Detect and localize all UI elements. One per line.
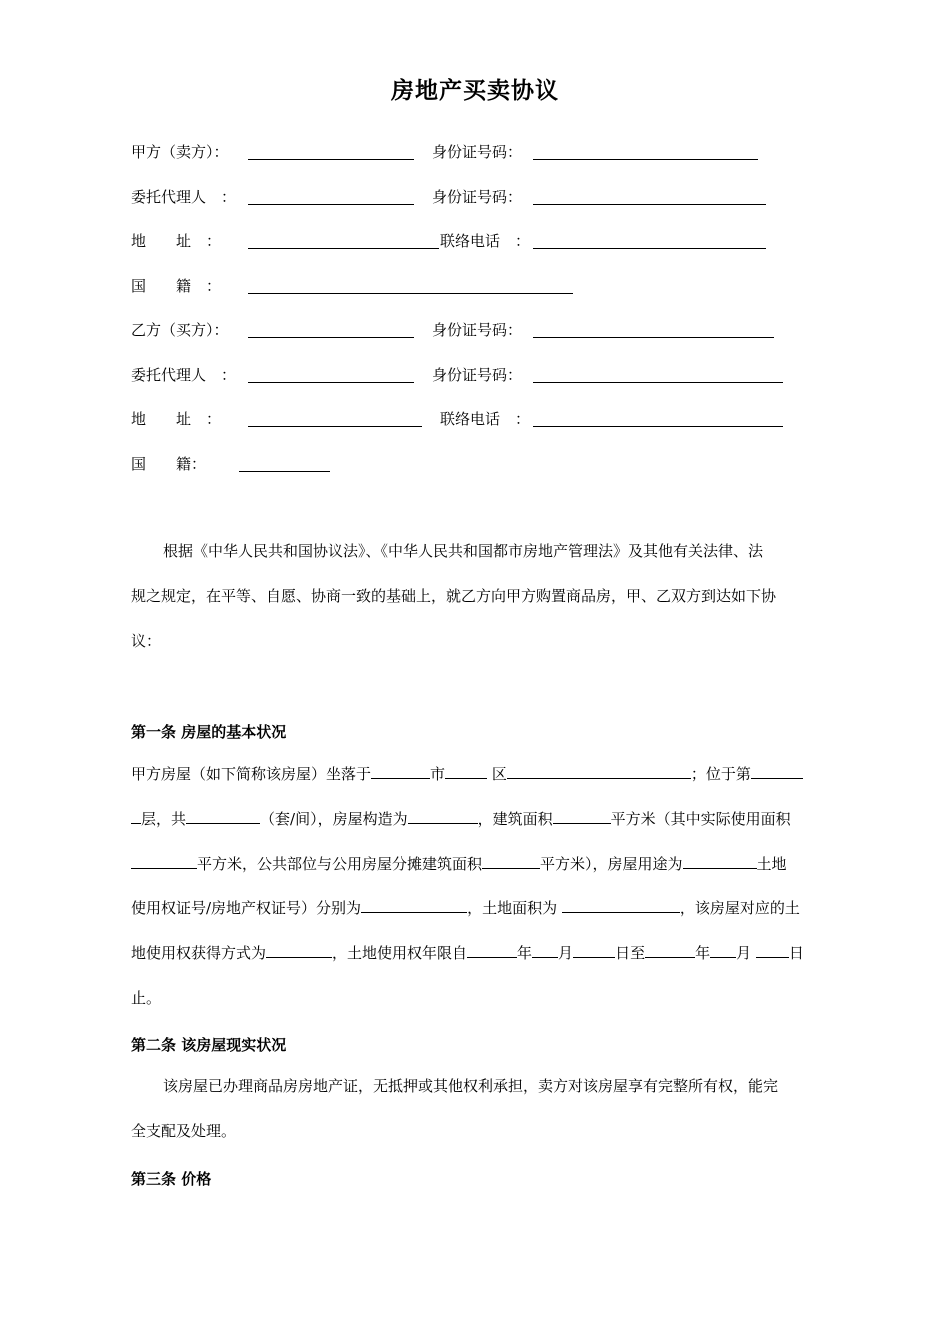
seller-agent-id-label: 身份证号码：	[432, 188, 523, 206]
article-1-line-3: 平方米，公共部位与公用房屋分摊建筑面积 平方米），房屋用途为 土地	[131, 842, 859, 887]
seller-id-label: 身份证号码：	[432, 143, 523, 161]
units-field[interactable]	[186, 809, 260, 824]
article-1-line-4: 使用权证号/房地产权证号）分别为 ，土地面积为 ，该房屋对应的土	[131, 899, 800, 918]
seller-nationality-field[interactable]	[248, 293, 573, 294]
seller-name-field[interactable]	[248, 159, 414, 160]
article-1-line-6: 止。	[131, 988, 162, 1007]
buyer-agent-label: 委托代理人 ：	[131, 366, 237, 384]
location-field[interactable]	[507, 764, 691, 779]
seller-agent-label: 委托代理人 ：	[131, 188, 237, 206]
start-day-field[interactable]	[573, 943, 615, 958]
buyer-phone-label: 联络电话 ：	[440, 410, 531, 428]
certificate-number-field[interactable]	[361, 898, 467, 913]
floor-field-cont[interactable]	[131, 809, 141, 824]
preamble-line-1: 根据《中华人民共和国协议法》、《中华人民共和国都市房地产管理法》及其他有关法律、法	[163, 542, 764, 560]
start-year-field[interactable]	[467, 943, 517, 958]
building-area-field[interactable]	[553, 809, 611, 824]
buyer-address-field[interactable]	[248, 426, 422, 427]
seller-id-field[interactable]	[533, 159, 758, 160]
article-3-heading: 第三条 价格	[131, 1170, 212, 1188]
article-1-line-1: 甲方房屋（如下简称该房屋）坐落于 市 区 ；位于第	[131, 752, 859, 797]
seller-agent-id-field[interactable]	[533, 204, 766, 205]
buyer-nationality-field[interactable]	[239, 471, 330, 472]
buyer-address-label: 地 址 ：	[131, 410, 222, 428]
buyer-nationality-label: 国 籍：	[131, 455, 207, 473]
article-1-heading: 第一条 房屋的基本状况	[131, 723, 287, 741]
district-field[interactable]	[445, 764, 487, 779]
seller-phone-label: 联络电话 ：	[440, 232, 531, 250]
floor-field[interactable]	[751, 764, 803, 779]
preamble-paragraph	[131, 529, 859, 663]
seller-address-label: 地 址 ：	[131, 232, 222, 250]
document-title: 房地产买卖协议	[391, 77, 559, 104]
article-1-body	[131, 752, 859, 1021]
acquisition-method-field[interactable]	[266, 943, 332, 958]
start-month-field[interactable]	[532, 943, 558, 958]
shared-area-field[interactable]	[482, 854, 540, 869]
buyer-agent-field[interactable]	[248, 382, 414, 383]
end-month-field[interactable]	[710, 943, 736, 958]
end-year-field[interactable]	[645, 943, 695, 958]
preamble-line-3: 议：	[131, 631, 162, 650]
preamble-line-2: 规之规定，在平等、自愿、协商一致的基础上，就乙方向甲方购置商品房，甲、乙双方到达如下协	[131, 586, 777, 605]
land-area-field[interactable]	[562, 898, 680, 913]
seller-phone-field[interactable]	[533, 248, 766, 249]
structure-field[interactable]	[408, 809, 478, 824]
buyer-id-label: 身份证号码：	[432, 321, 523, 339]
seller-address-field[interactable]	[248, 248, 439, 249]
article-2-line-2: 全支配及处理。	[131, 1121, 237, 1140]
seller-nationality-label: 国 籍 ：	[131, 277, 222, 295]
article-2-line-1: 该房屋已办理商品房房地产证，无抵押或其他权利承担，卖方对该房屋享有完整所有权，能完	[163, 1077, 779, 1095]
buyer-agent-id-label: 身份证号码：	[432, 366, 523, 384]
article-2-body	[131, 1064, 859, 1154]
buyer-phone-field[interactable]	[533, 426, 783, 427]
buyer-name-field[interactable]	[248, 337, 414, 338]
seller-label: 甲方（卖方）：	[131, 143, 229, 161]
seller-agent-field[interactable]	[248, 204, 414, 205]
buyer-label: 乙方（买方）：	[131, 321, 229, 339]
article-1-line-5: 地使用权获得方式为 ，土地使用权年限自 年 月 日至 年 月 日	[131, 944, 804, 963]
usable-area-field[interactable]	[131, 854, 197, 869]
end-day-field[interactable]	[756, 943, 789, 958]
article-2-heading: 第二条 该房屋现实状况	[131, 1036, 287, 1054]
buyer-id-field[interactable]	[533, 337, 774, 338]
article-1-line-2: 层，共 （套/间），房屋构造为 ，建筑面积 平方米（其中实际使用面积	[131, 797, 859, 842]
buyer-agent-id-field[interactable]	[533, 382, 783, 383]
usage-field[interactable]	[683, 854, 757, 869]
city-field[interactable]	[371, 764, 430, 779]
